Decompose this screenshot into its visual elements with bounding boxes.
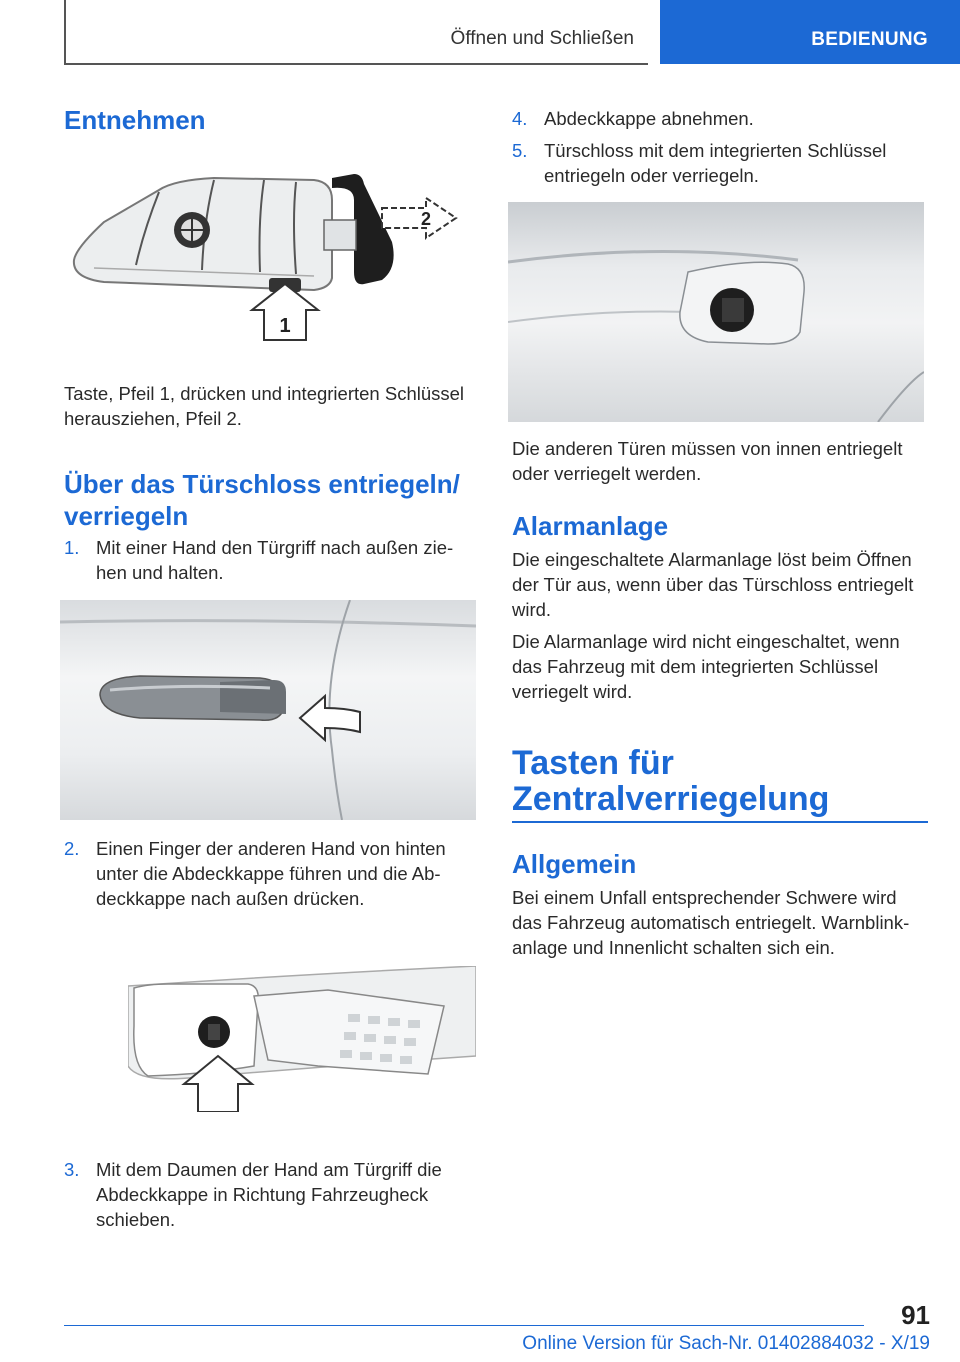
alarm-p2-line3: verriegelt wird. [512,681,633,702]
step-text-line: Einen Finger der anderen Hand von hinten [96,838,446,859]
key-caption: Taste, Pfeil 1, drücken und integrierten Schlüssel herausziehen, Pfeil 2. [64,383,465,429]
door-handle-drawing [60,600,476,820]
allgemein-line2: das Fahrzeug automatisch entriegelt. Warnblink- [512,912,910,933]
step-text-line: deckkappe nach außen drücken. [96,888,365,909]
cap-illustration [128,966,476,1112]
alarm-p1-line1: Die eingeschaltete Alarmanlage löst beim Öffnen [512,549,912,570]
alarm-p2-line1: Die Alarmanlage wird nicht eingeschaltet, wenn [512,631,900,652]
door-handle-photo [60,600,476,820]
step-text-line: schieben. [96,1209,176,1230]
page-number: 91 [901,1300,930,1330]
heading-rule [512,821,928,823]
step-number: 5. [512,140,528,161]
step-text-line: hen und halten. [96,562,224,583]
step-text-line: Abdeckkappe abnehmen. [544,108,754,129]
alarm-p2-line2: das Fahrzeug mit dem integrierten Schlüssel [512,656,879,677]
step-text-line: Abdeckkappe in Richtung Fahrzeugheck [96,1184,429,1205]
doors-note-line1: Die anderen Türen müssen von innen entriegelt [512,438,903,459]
step-number: 3. [64,1159,80,1180]
step-3 [64,1157,484,1232]
footer-rule [64,1325,864,1326]
step-number: 4. [512,108,528,129]
step-text-line: Mit einer Hand den Türgriff nach außen zie- [96,537,454,558]
heading-entnehmen: Entnehmen [64,105,206,135]
step-text-line: entriegeln oder verriegeln. [544,165,759,186]
arrow-label-1: 1 [279,315,291,337]
step-text-line: Mit dem Daumen der Hand am Türgriff die [96,1159,442,1180]
chapter-tab-label: BEDIENUNG [811,29,928,50]
step-text-line: Türschloss mit dem integrierten Schlüssel [544,140,887,161]
arrow-label-2: 2 [420,209,432,229]
allgemein-line3: anlage und Innenlicht schalten sich ein. [512,937,835,958]
cap-drawing [128,966,476,1112]
key-illustration [64,160,474,360]
step-2 [64,836,484,911]
step-1 [64,535,484,585]
heading-allgemein: Allgemein [512,849,637,879]
heading-tasten-line1: Tasten für [512,744,674,782]
step-4 [512,106,932,131]
online-version-text[interactable]: Online Version für Sach-Nr. 01402884032 - X/19 [522,1333,930,1354]
doors-note-line2: oder verriegelt werden. [512,463,702,484]
step-number: 2. [64,838,80,859]
key-drawing [64,160,474,360]
step-text-line: unter die Abdeckkappe führen und die Ab- [96,863,441,884]
step-number: 1. [64,537,80,558]
alarm-p1-line2: der Tür aus, wenn über das Türschloss entriegelt [512,574,914,595]
step-5 [512,138,932,188]
heading-tuerschloss-2: verriegeln [64,501,189,531]
heading-alarmanlage: Alarmanlage [512,511,669,541]
header-underline [64,63,648,65]
heading-tuerschloss-1: Über das Türschloss entriegeln/ [64,469,460,499]
section-title: Öffnen und Schließen [450,28,634,49]
alarm-p1-line3: wird. [512,599,552,620]
heading-tasten-line2: Zentralverriegelung [512,780,830,818]
allgemein-line1: Bei einem Unfall entsprechender Schwere wird [512,887,897,908]
lock-drawing [508,202,924,422]
lock-photo [508,202,924,422]
